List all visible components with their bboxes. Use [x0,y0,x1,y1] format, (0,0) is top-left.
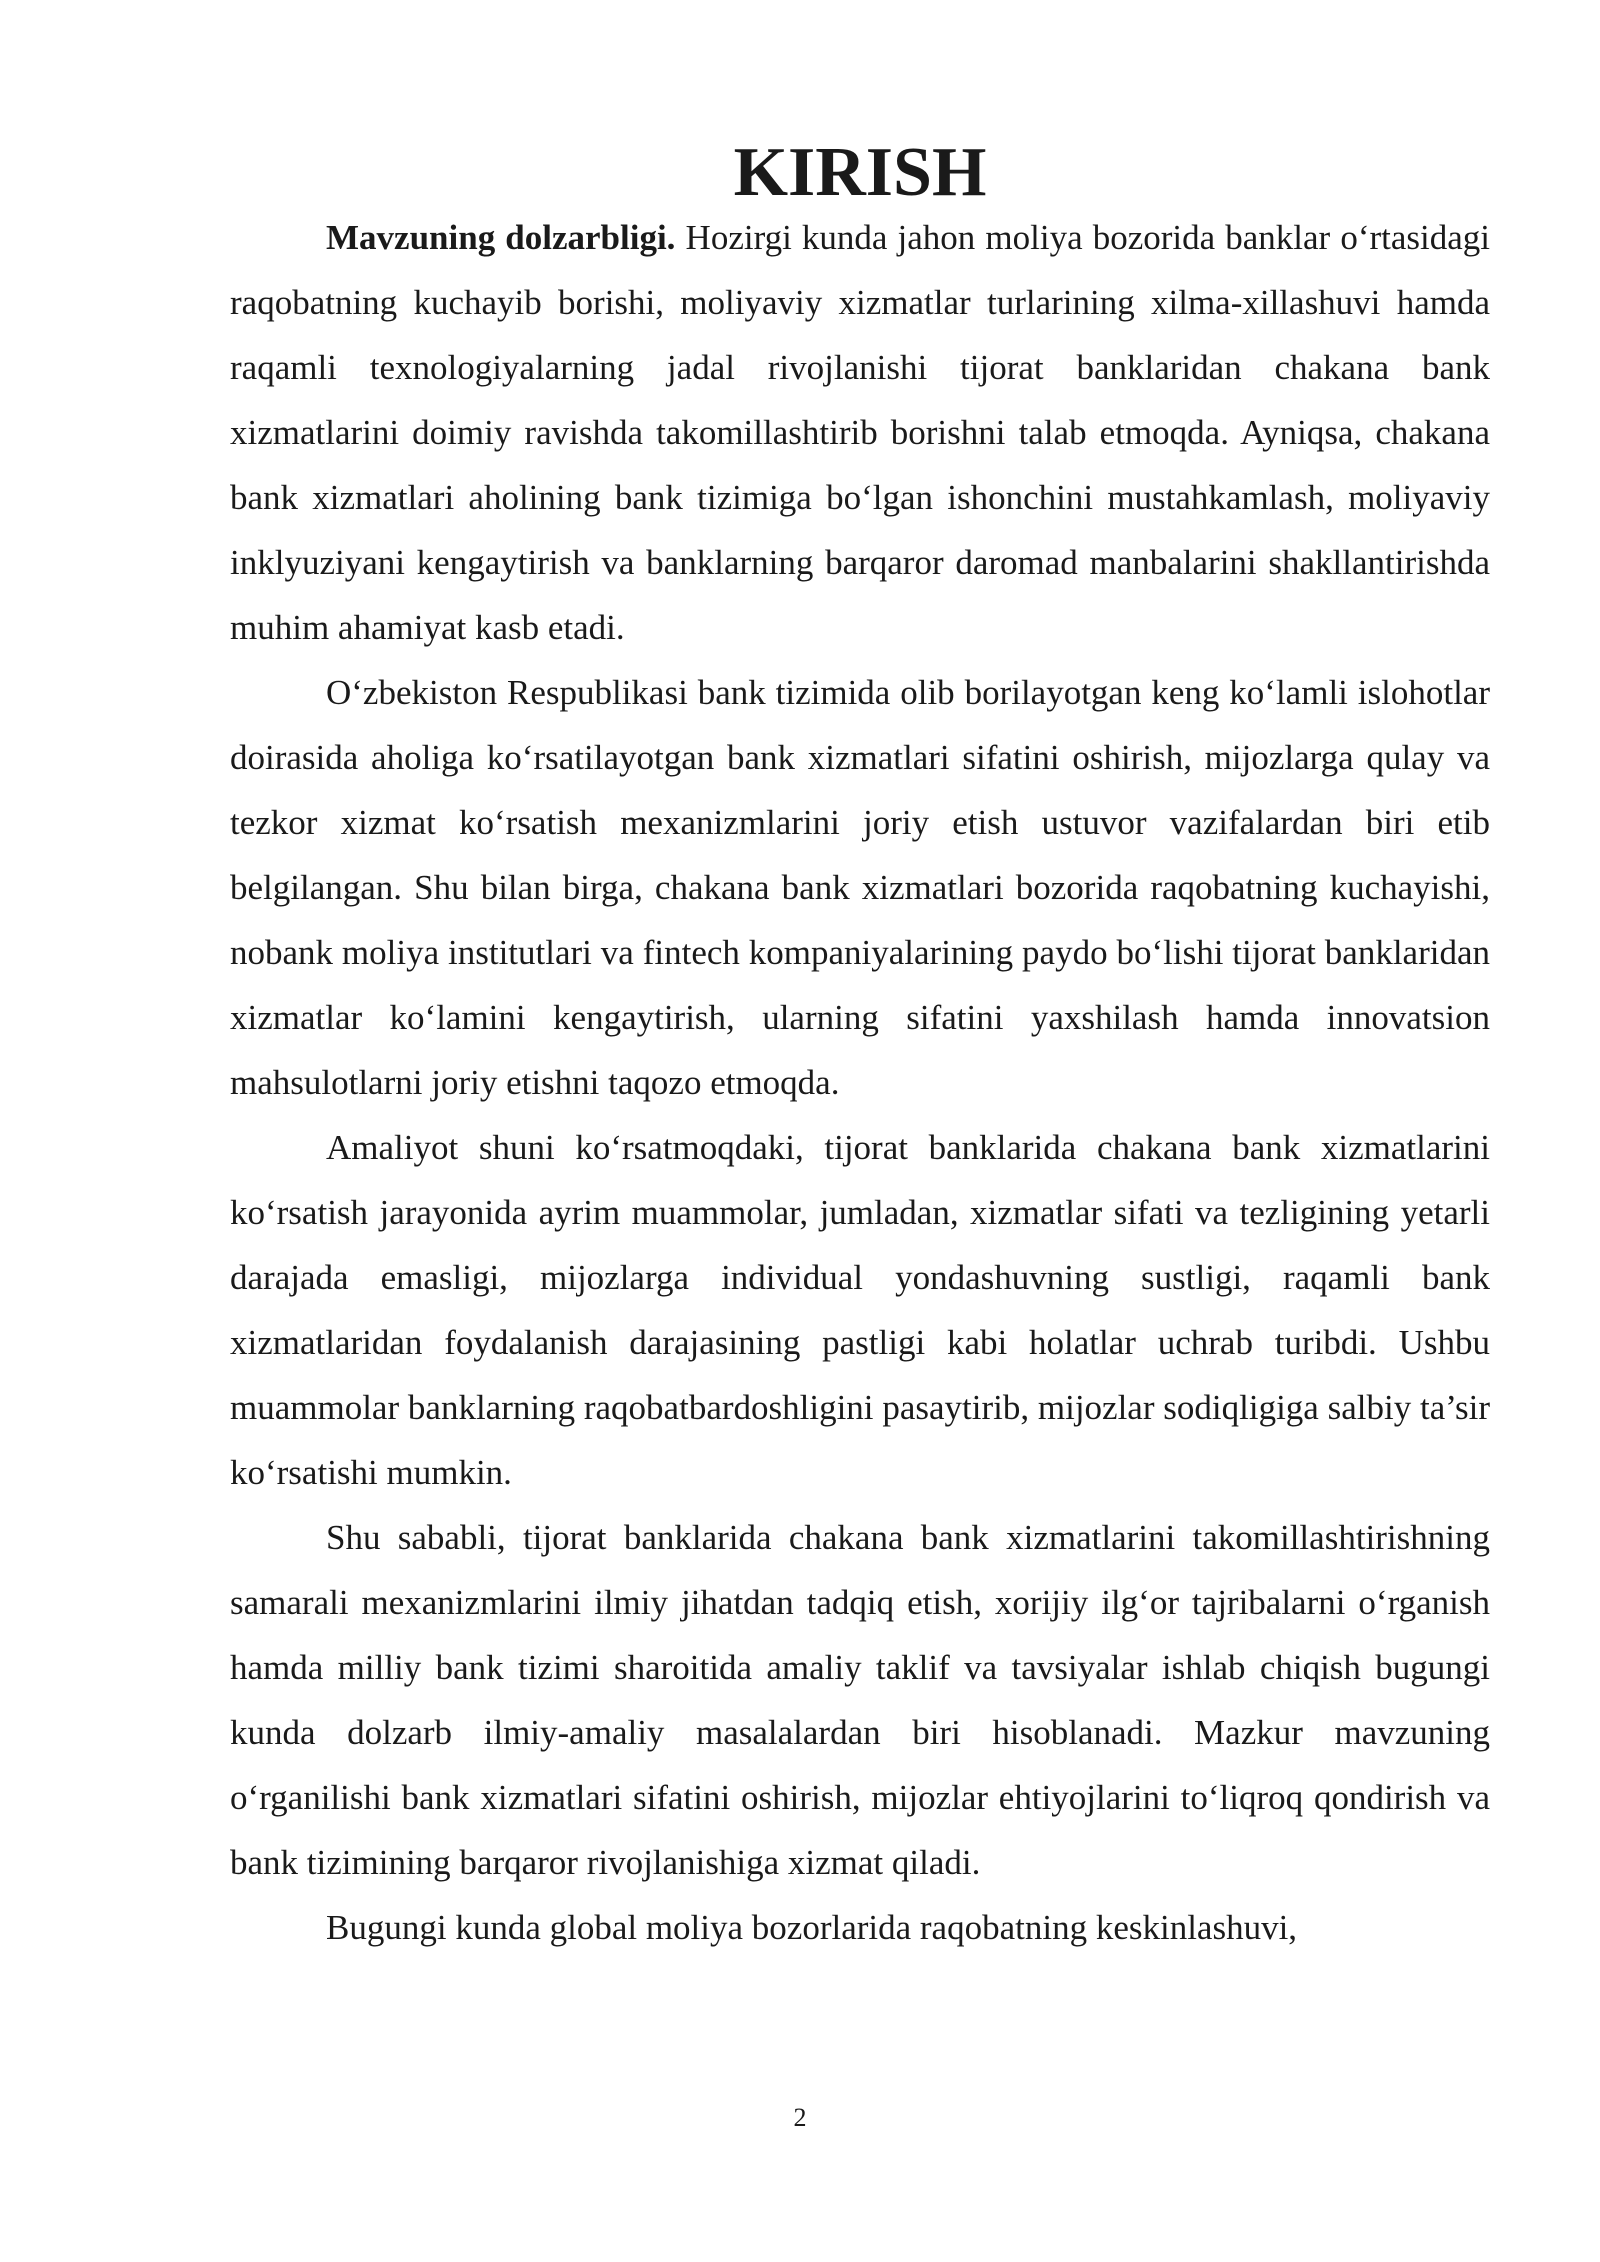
paragraph-practice: Amaliyot shuni ko‘rsatmoqdaki, tijorat banklarida chakana bank xizmatlarini ko‘rsatish jarayonida ayrim muammolar, jumladan, xizmatlar sifati va tezligining yetarli darajada emasligi, mijozlarga individual yondashuvning sustligi, raqamli bank xizmatlaridan foydalanish darajasining pastligi kabi holatlar uchrab turibdi. Ushbu muammolar banklarning raqobatbardoshligini pasaytirib, mijozlar sodiqligiga salbiy ta’sir ko‘rsatishi mumkin. [230,1128,1490,1492]
document-body [230,134,1490,1960]
paragraph-text: Hozirgi kunda jahon moliya bozorida banklar o‘rtasidagi raqobatning kuchayib borishi, moliyaviy xizmatlar turlarining xilma-xillashuvi hamda raqamli texnologiyalarning jadal rivojlanishi tijorat banklaridan chakana bank xizmatlarini doimiy ravishda takomillashtirib borishni talab etmoqda. Ayniqsa, chakana bank xizmatlari aholining bank tizimiga bo‘lgan ishonchini mustahkamlash, moliyaviy inklyuziyani kengaytirish va banklarning barqaror daromad manbalarini shakllantirishda muhim ahamiyat kasb etadi. [230,218,1490,647]
paragraph-relevance [230,205,1490,660]
paragraph-lead: Mavzuning dolzarbligi. [326,218,676,257]
section-heading: KIRISH [733,134,987,211]
paragraph-continued: Bugungi kunda global moliya bozorlarida raqobatning keskinlashuvi, [326,1908,1298,1947]
paragraph-reasoning: Shu sababli, tijorat banklarida chakana bank xizmatlarini takomillashtirishning samarali mexanizmlarini ilmiy jihatdan tadqiq etish, xorijiy ilg‘or tajribalarni o‘rganish hamda milliy bank tizimi sharoitida amaliy taklif va tavsiyalar ishlab chiqish bugungi kunda dolzarb ilmiy-amaliy masalalardan biri hisoblanadi. Mazkur mavzuning o‘rganilishi bank xizmatlari sifatini oshirish, mijozlar ehtiyojlarini to‘liqroq qondirish va bank tizimining barqaror rivojlanishiga xizmat qiladi. [230,1518,1490,1882]
page-number: 2 [793,2103,807,2132]
paragraph-reforms: O‘zbekiston Respublikasi bank tizimida olib borilayotgan keng ko‘lamli islohotlar doirasida aholiga ko‘rsatilayotgan bank xizmatlari sifatini oshirish, mijozlarga qulay va tezkor xizmat ko‘rsatish mexanizmlarini joriy etish ustuvor vazifalardan biri etib belgilangan. Shu bilan birga, chakana bank xizmatlari bozorida raqobatning kuchayishi, nobank moliya institutlari va fintech kompaniyalarining paydo bo‘lishi tijorat banklaridan xizmatlar ko‘lamini kengaytirish, ularning sifatini yaxshilash hamda innovatsion mahsulotlarni joriy etishni taqozo etmoqda. [230,673,1490,1102]
